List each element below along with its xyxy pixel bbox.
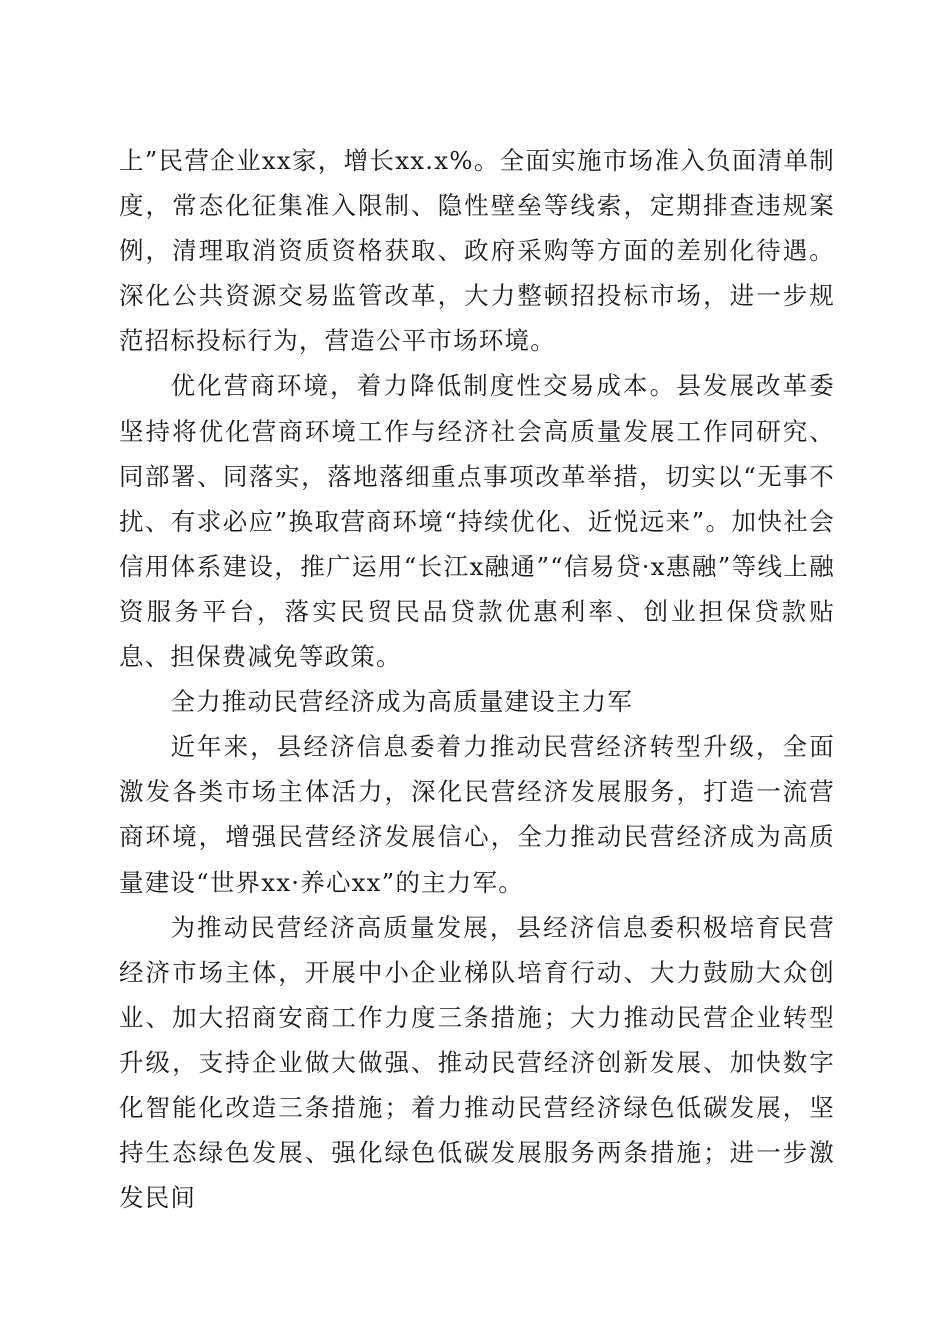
paragraph-2: 优化营商环境，着力降低制度性交易成本。县发展改革委坚持将优化营商环境工作与经济社会高质量发展工作同研究、同部署、同落实，落地落细重点事项改革举措，切实以“无事不扰、有求必应”换取营商环境“持续优化、近悦远来”。加快社会信用体系建设，推广运用“长江x融通”“信易贷·x惠融”等线上融资服务平台，落实民贸民品贷款优惠利率、创业担保贷款贴息、担保费减免等政策。 <box>119 371 835 672</box>
document-body <box>119 138 835 1220</box>
paragraph-1: 上”民营企业xx家，增长xx.x%。全面实施市场准入负面清单制度，常态化征集准入限制、隐性壁垒等线索，定期排查违规案例，清理取消资质资格获取、政府采购等方面的差别化待遇。深化公共资源交易监管改革，大力整顿招投标市场，进一步规范招标投标行为，营造公平市场环境。 <box>119 146 835 356</box>
paragraph-4: 为推动民营经济高质量发展，县经济信息委积极培育民营经济市场主体，开展中小企业梯队培育行动、大力鼓励大众创业、加大招商安商工作力度三条措施；大力推动民营企业转型升级，支持企业做大做强、推动民营经济创新发展、加快数字化智能化改造三条措施；着力推动民营经济绿色低碳发展，坚持生态绿色发展、强化绿色低碳发展服务两条措施；进一步激发民间 <box>119 912 835 1213</box>
paragraph-3: 近年来，县经济信息委着力推动民营经济转型升级，全面激发各类市场主体活力，深化民营经济发展服务，打造一流营商环境，增强民营经济发展信心，全力推动民营经济成为高质量建设“世界xx·养心xx”的主力军。 <box>119 732 835 897</box>
section-heading: 全力推动民营经济成为高质量建设主力军 <box>170 687 634 717</box>
